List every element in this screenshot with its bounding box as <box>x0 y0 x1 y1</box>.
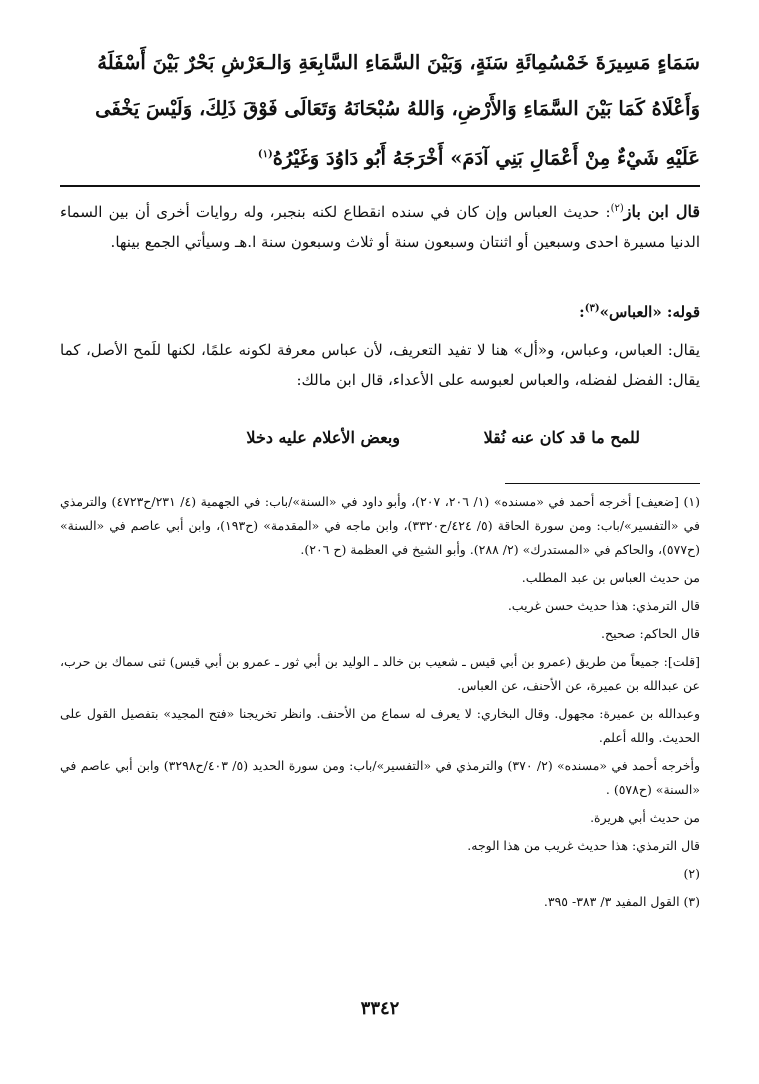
commentary-footnote-ref[interactable]: (٢) <box>610 203 624 214</box>
commentary-abbas <box>60 335 700 395</box>
commentary-abbas-text: يقال: العباس، وعباس، و«أل» هنا لا تفيد التعريف، لأن عباس معرفة لكونه علمًا، لكنها للَمح الأصل، كما يقال: الفضل لفضله، والعباس لعبوسه على الأعداء، قال ابن مالك: <box>60 341 700 389</box>
footnote-line: قال الترمذي: هذا حديث غريب من هذا الوجه. <box>467 838 700 853</box>
footnote-line: قال الترمذي: هذا حديث حسن غريب. <box>507 598 700 613</box>
page-number: ٣٣٤٢ <box>360 998 400 1019</box>
hadith-text <box>60 40 700 182</box>
footnote-1: (١) [ضعيف] أخرجه أحمد في «مسنده» (١/ ٢٠٦، ٢٠٧)، وأبو داود في «السنة»/باب: في الجهمية (٤/ ٢٣١/ح٤٧٢٣) والترمذي في «التفسير»/باب: ومن سورة الحاقة (٥/ ٤٢٤/ح٣٣٢٠)، وابن ماجه في «المقدمة» (ح١٩٣)، وابن أبي عاصم في «السنة» (ح٥٧٧)، والحاكم في «المستدرك» (٢/ ٢٨٨). وأبو الشيخ في العظمة (ح ٢٠٦). <box>60 494 701 557</box>
hadith-line-3 <box>60 132 700 182</box>
section-divider <box>60 185 700 187</box>
footnote-divider <box>505 483 700 484</box>
footnote-2: (٢) <box>683 866 700 881</box>
qawluhu-colon: : <box>579 303 585 321</box>
book-page <box>60 0 700 1084</box>
hadith-footnote-ref[interactable]: (١) <box>257 149 273 160</box>
hadith-line-2: وَأَعْلَاهُ كَمَا بَيْنَ السَّمَاءِ وَالأَرْضِ، وَاللهُ سُبْحَانَهُ وَتَعَالَى فَوْقَ ذَلِكَ، وَلَيْسَ يَخْفَى <box>95 97 700 120</box>
qawluhu-footnote-ref[interactable]: (٣) <box>584 303 600 314</box>
footnotes <box>60 490 700 918</box>
qawluhu-label: قوله: «العباس» <box>599 303 700 321</box>
footnote-line: وعبدالله بن عميرة: مجهول. وقال البخاري: لا يعرف له سماع من الأحنف. وانظر تخريجنا «فتح المجيد» بتفصيل القول على الحديث. والله أعلم. <box>60 706 700 745</box>
footnote-line: من حديث العباس بن عبد المطلب. <box>521 570 700 585</box>
footnote-3: (٣) القول المفيد ٣/ ٣٨٣- ٣٩٥. <box>543 894 700 909</box>
verse-first-hemistich: وبعض الأعلام عليه دخلا <box>246 428 400 447</box>
qawluhu-heading <box>579 297 700 324</box>
footnote-line: وأخرجه أحمد في «مسنده» (٢/ ٣٧٠) والترمذي في «التفسير»/باب: ومن سورة الحديد (٥/ ٤٠٣/ح٣٢٩٨) وابن أبي عاصم في «السنة» (ح٥٧٨) . <box>60 758 700 797</box>
commentary-text: : حديث العباس وإن كان في سنده انقطاع لكنه بنجبر، وله روايات أخرى أن بين السماء الدنيا مسيرة احدى وسبعين أو اثنتان وسبعون سنة أو ثلاث وسبعون سنة ا.هـ وسيأتي الجمع بينها. <box>60 203 700 251</box>
footnote-line: [قلت]: جميعاً من طريق (عمرو بن أبي قيس ـ شعيب بن خالد ـ الوليد بن أبي ثور ـ عمرو بن أبي قيس) ثنى سماك بن حرب، عن عبدالله بن عميرة، عن الأحنف، عن العباس. <box>60 654 700 693</box>
verse-second-hemistich: للمح ما قد كان عنه نُقلا <box>483 428 640 447</box>
commentary-paragraph <box>60 194 700 257</box>
poetry-verse <box>60 424 700 458</box>
hadith-line-3-text: عَلَيْهِ شَيْءٌ مِنْ أَعْمَالِ بَنِي آدَمَ» أَخْرَجَهُ أَبُو دَاوُدَ وَغَيْرُهُ <box>272 146 700 170</box>
commentary-heading: قال ابن باز <box>623 202 701 221</box>
footnote-line: من حديث أبي هريرة. <box>590 810 700 825</box>
footnote-line: قال الحاكم: صحيح. <box>601 626 700 641</box>
hadith-line-1: سَمَاءٍ مَسِيرَةَ خَمْسُمِائَةِ سَنَةٍ، وَبَيْنَ السَّمَاءِ السَّابِعَةِ وَالـعَرْشِ بَحْرٌ بَيْنَ أَسْفَلَهُ <box>97 51 700 74</box>
commentary-ibn-baz <box>60 194 700 257</box>
